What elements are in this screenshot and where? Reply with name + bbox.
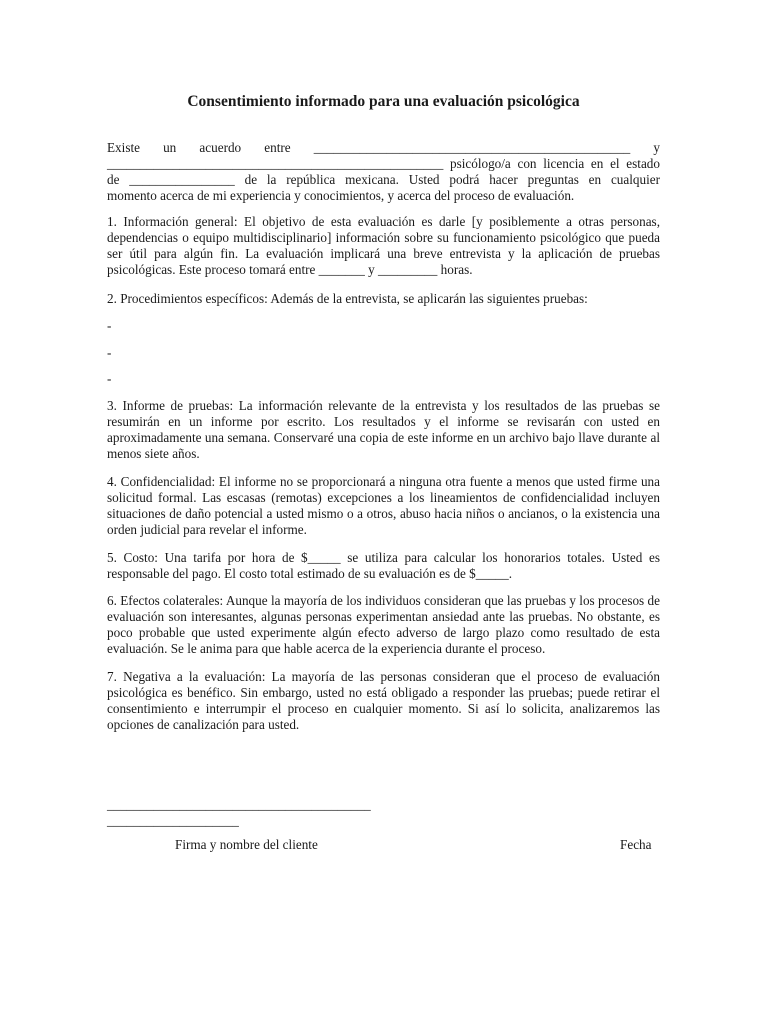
- document-title: Consentimiento informado para una evaluación psicológica: [187, 93, 580, 110]
- intro-line-2: ___________________________________________________ psicólogo/a con licencia en el estado: [107, 156, 660, 171]
- test-list-item: -: [107, 345, 112, 360]
- section-test-report: 3. Informe de pruebas: La información relevante de la entrevista y los resultados de las pruebas se resumirán en un informe por escrito. Los resultados y el informe se revisarán con usted en aproximadamente una semana. Conservaré una copia de este informe en un archivo bajo llave durante al menos siete años.: [107, 398, 660, 461]
- section-confidentiality: 4. Confidencialidad: El informe no se proporcionará a ninguna otra fuente a menos que usted firme una solicitud formal. Las escasas (remotas) excepciones a los lineamientos de confidencialidad incluyen situaciones de daño potencial a usted mismo o a otros, abuso hacia niños o ancianos, o la existencia una orden judicial para revelar el informe.: [107, 474, 660, 537]
- signature-line: ________________________________________: [107, 797, 371, 812]
- section-refusal: 7. Negativa a la evaluación: La mayoría de las personas consideran que el proceso de evaluación psicológica es benéfico. Sin embargo, usted no está obligado a responder las pruebas; puede retirar el consentimiento e interrumpir el proceso en cualquier momento. Si así lo solicita, analizaremos las opciones de canalización para usted.: [107, 669, 660, 732]
- document-page: [107, 0, 660, 1024]
- section-procedures: 2. Procedimientos específicos: Además de la entrevista, se aplicarán las siguientes pruebas:: [107, 291, 588, 306]
- date-label: Fecha: [620, 837, 652, 852]
- signature-line-continued: ____________________: [107, 813, 239, 828]
- test-list-item: -: [107, 371, 112, 386]
- intro-line-4: momento acerca de mi experiencia y conocimientos, y acerca del proceso de evaluación.: [107, 188, 575, 203]
- client-signature-label: Firma y nombre del cliente: [175, 837, 318, 852]
- section-general-info: 1. Información general: El objetivo de esta evaluación es darle [y posiblemente a otras personas, dependencias o equipo multidisciplinario] información sobre su funcionamiento psicológico que pueda ser útil para algún fin. La evaluación implicará una breve entrevista y la aplicación de pruebas psicológicas. Este proceso tomará entre _______ y _________ horas.: [107, 214, 660, 277]
- test-list-item: -: [107, 318, 112, 333]
- section-cost: 5. Costo: Una tarifa por hora de $_____ se utiliza para calcular los honorarios totales. Usted es responsable del pago. El costo total estimado de su evaluación es de $_____.: [107, 550, 660, 581]
- intro-line-3: de ________________ de la república mexicana. Usted podrá hacer preguntas en cualquier: [107, 172, 660, 187]
- intro-line-1: Existe un acuerdo entre ________________________________________________ y: [107, 140, 660, 155]
- section-side-effects: 6. Efectos colaterales: Aunque la mayoría de los individuos consideran que las pruebas y los procesos de evaluación son interesantes, algunas personas experimentan ansiedad ante las pruebas. No obstante, es poco probable que usted experimente algún efecto adverso de largo plazo como resultado de esta evaluación. Se le anima para que hable acerca de la experiencia durante el proceso.: [107, 593, 660, 656]
